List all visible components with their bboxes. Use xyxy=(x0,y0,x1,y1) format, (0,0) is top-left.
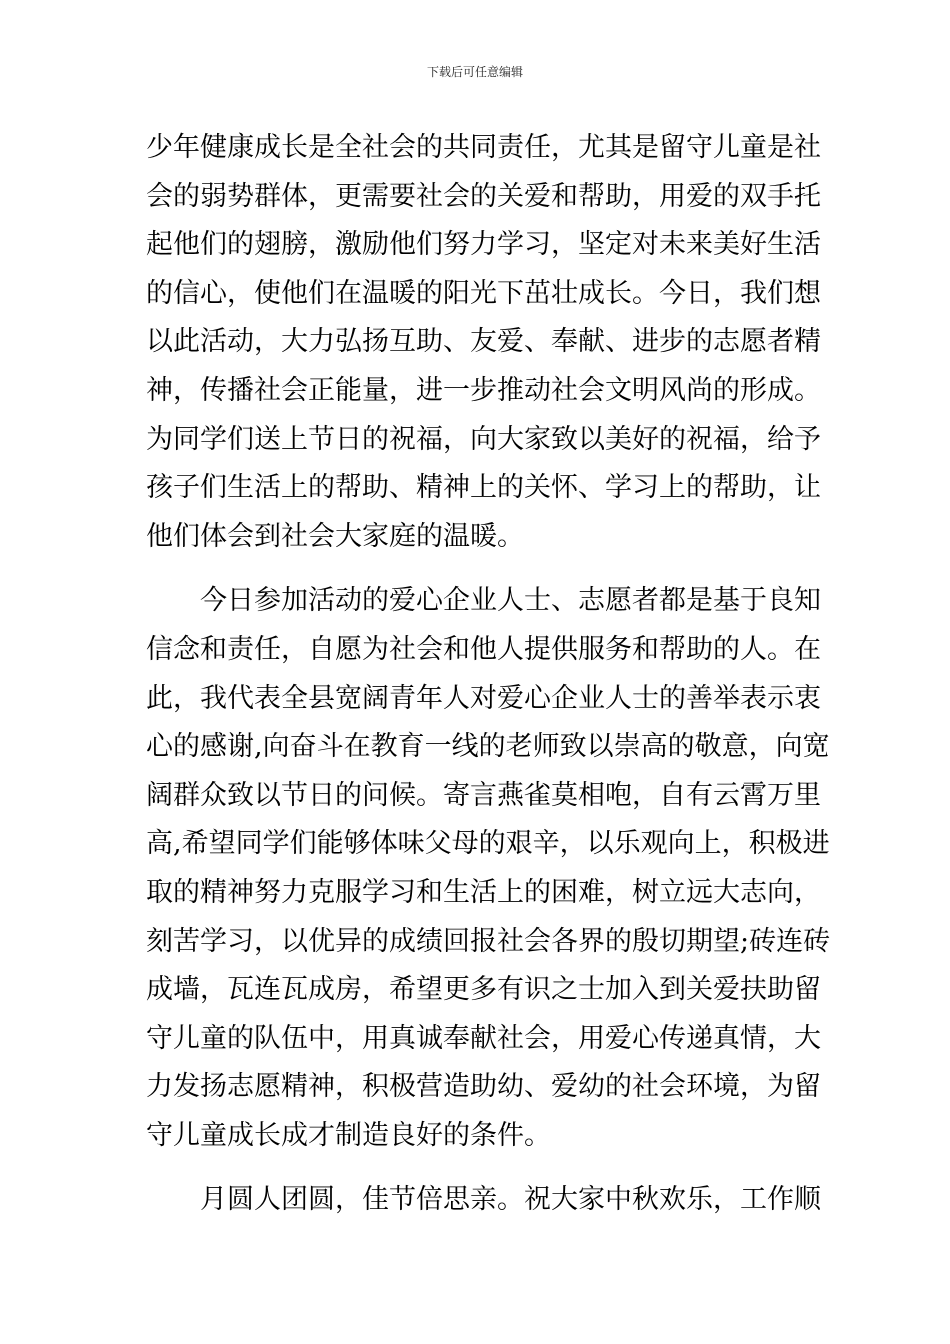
text-line: 阔群众致以节日的问候。寄言燕雀莫相咆，自有云霄万里 xyxy=(146,779,821,811)
document-body xyxy=(146,124,831,1225)
text-line: 心的感谢,向奋斗在教育一线的老师致以崇高的敬意，向宽 xyxy=(146,731,830,763)
text-line: 为同学们送上节日的祝福，向大家致以美好的祝福，给予 xyxy=(146,423,821,455)
paragraph xyxy=(146,1176,821,1225)
text-line: 此，我代表全县宽阔青年人对爱心企业人士的善举表示衷 xyxy=(146,682,821,714)
text-line: 他们体会到社会大家庭的温暖。 xyxy=(146,520,524,552)
text-line: 信念和责任，自愿为社会和他人提供服务和帮助的人。在 xyxy=(146,633,821,665)
text-line: 少年健康成长是全社会的共同责任，尤其是留守儿童是社 xyxy=(146,132,821,163)
text-line: 高,希望同学们能够体味父母的艰辛，以乐观向上，积极进 xyxy=(146,828,830,860)
text-line: 力发扬志愿精神，积极营造助幼、爱幼的社会环境，为留 xyxy=(146,1071,821,1103)
text-line: 取的精神努力克服学习和生活上的困难，树立远大志向， xyxy=(146,876,821,908)
text-line: 今日参加活动的爱心企业人士、志愿者都是基于良知 xyxy=(200,585,821,617)
text-line: 的信心，使他们在温暖的阳光下茁壮成长。今日，我们想 xyxy=(146,277,821,309)
paragraph-gap xyxy=(146,1160,806,1176)
text-line: 守儿童的队伍中，用真诚奉献社会，用爱心传递真情，大 xyxy=(146,1022,821,1054)
page-header: 下载后可任意编辑 xyxy=(426,65,523,79)
paragraph xyxy=(146,124,821,561)
text-line: 成墙，瓦连瓦成房，希望更多有识之士加入到关爱扶助留 xyxy=(146,974,821,1006)
text-line: 孩子们生活上的帮助、精神上的关怀、学习上的帮助，让 xyxy=(146,472,821,504)
text-line: 月圆人团圆，佳节倍思亲。祝大家中秋欢乐，工作顺 xyxy=(200,1184,821,1216)
text-line: 以此活动，大力弘扬互助、友爱、奉献、进步的志愿者精 xyxy=(146,326,821,358)
text-line: 神，传播社会正能量，进一步推动社会文明风尚的形成。 xyxy=(146,374,821,406)
paragraph-gap xyxy=(146,561,806,577)
text-line: 守儿童成长成才制造良好的条件。 xyxy=(146,1119,551,1151)
text-line: 会的弱势群体，更需要社会的关爱和帮助，用爱的双手托 xyxy=(146,180,821,212)
text-line: 刻苦学习，以优异的成绩回报社会各界的殷切期望;砖连砖 xyxy=(146,925,831,957)
text-line: 起他们的翅膀，激励他们努力学习，坚定对未来美好生活 xyxy=(146,229,821,261)
paragraph xyxy=(146,577,831,1160)
